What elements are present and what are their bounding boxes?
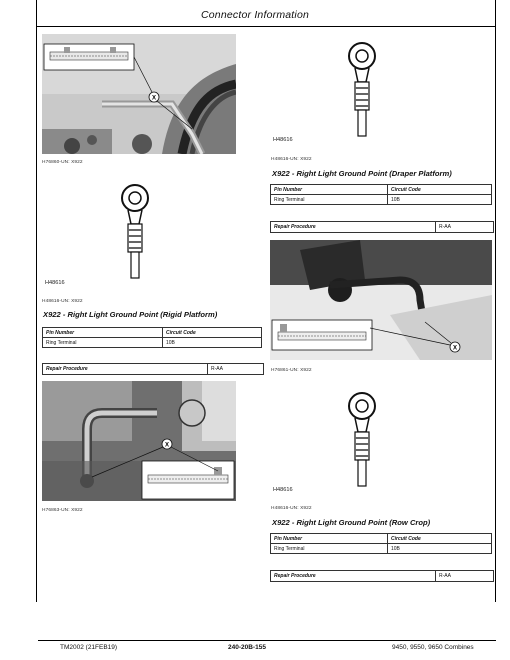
figure-ring-terminal-right-1: [322, 38, 402, 138]
cell-circuit: 10B: [388, 544, 492, 554]
callout-letter: X: [151, 95, 157, 102]
col-header-circuit-code: Circuit Code: [388, 185, 492, 195]
figure-id-right-2: H76861-UN: X922: [271, 368, 312, 373]
footer-model: 9450, 9550, 9650 Combines: [392, 644, 474, 651]
figure-tag-right-3: H48616: [273, 487, 293, 493]
cell-pin: Ring Terminal: [271, 195, 388, 205]
figure-photo-rigid-detail: [42, 381, 236, 501]
photo-harness-rigid: [42, 34, 236, 154]
repair-procedure-rigid: [42, 363, 264, 375]
callout-letter: X: [452, 345, 458, 352]
repair-procedure-link[interactable]: R-AA: [439, 573, 451, 579]
table-row: [271, 544, 492, 554]
photo-draper-harness: [270, 240, 492, 360]
repair-procedure-label: Repair Procedure: [46, 366, 88, 372]
pin-table-rigid: [42, 327, 262, 348]
pin-table-draper: [270, 184, 492, 205]
figure-id-right-3: H48616-UN: X922: [271, 506, 312, 511]
repair-procedure-label: Repair Procedure: [274, 573, 316, 579]
header-rule-bottom: [36, 26, 496, 27]
figure-photo-rigid-overview: [42, 34, 236, 154]
figure-ring-terminal-right-2: [322, 388, 402, 488]
ring-terminal-drawing: [322, 388, 402, 488]
callout-letter: X: [164, 442, 170, 449]
figure-id-right-1: H48616-UN: X922: [271, 157, 312, 162]
pin-table-row-crop: [270, 533, 492, 554]
page-title: Connector Information: [200, 9, 310, 21]
footer-page-number: 240-20B-155: [228, 644, 266, 651]
figure-id-left-2: H48616-UN: X922: [42, 299, 83, 304]
section-title-row-crop: X922 - Right Light Ground Point (Row Crop): [272, 518, 431, 527]
page-border-right: [495, 27, 496, 602]
table-row: [43, 338, 262, 348]
ring-terminal-drawing: [322, 38, 402, 138]
figure-ring-terminal-left: [95, 180, 175, 280]
col-header-pin-number: Pin Number: [43, 328, 163, 338]
repair-procedure-link[interactable]: R-AA: [439, 224, 451, 230]
figure-id-left-3: H76863-UN: X922: [42, 508, 83, 513]
repair-procedure-label: Repair Procedure: [274, 224, 316, 230]
col-header-circuit-code: Circuit Code: [388, 534, 492, 544]
section-title-draper: X922 - Right Light Ground Point (Draper Platform): [272, 169, 452, 178]
figure-tag-left-2: H48616: [45, 280, 65, 286]
page-border-left: [36, 27, 37, 602]
cell-circuit: 10B: [388, 195, 492, 205]
figure-id-left-1: H76860-UN: X922: [42, 160, 83, 165]
col-header-pin-number: Pin Number: [271, 534, 388, 544]
figure-photo-draper: [270, 240, 492, 360]
col-header-circuit-code: Circuit Code: [163, 328, 262, 338]
footer-rule: [38, 640, 496, 641]
footer-doc-id: TM2002 (21FEB19): [60, 644, 118, 651]
photo-bracket: [42, 381, 236, 501]
repair-procedure-draper: [270, 221, 494, 233]
repair-procedure-row-crop: [270, 570, 494, 582]
repair-procedure-link[interactable]: R-AA: [211, 366, 223, 372]
figure-tag-right-1: H48616: [273, 137, 293, 143]
cell-pin: Ring Terminal: [271, 544, 388, 554]
cell-circuit: 10B: [163, 338, 262, 348]
cell-pin: Ring Terminal: [43, 338, 163, 348]
section-title-rigid: X922 - Right Light Ground Point (Rigid Platform): [43, 310, 218, 319]
ring-terminal-drawing: [95, 180, 175, 280]
col-header-pin-number: Pin Number: [271, 185, 388, 195]
table-row: [271, 195, 492, 205]
